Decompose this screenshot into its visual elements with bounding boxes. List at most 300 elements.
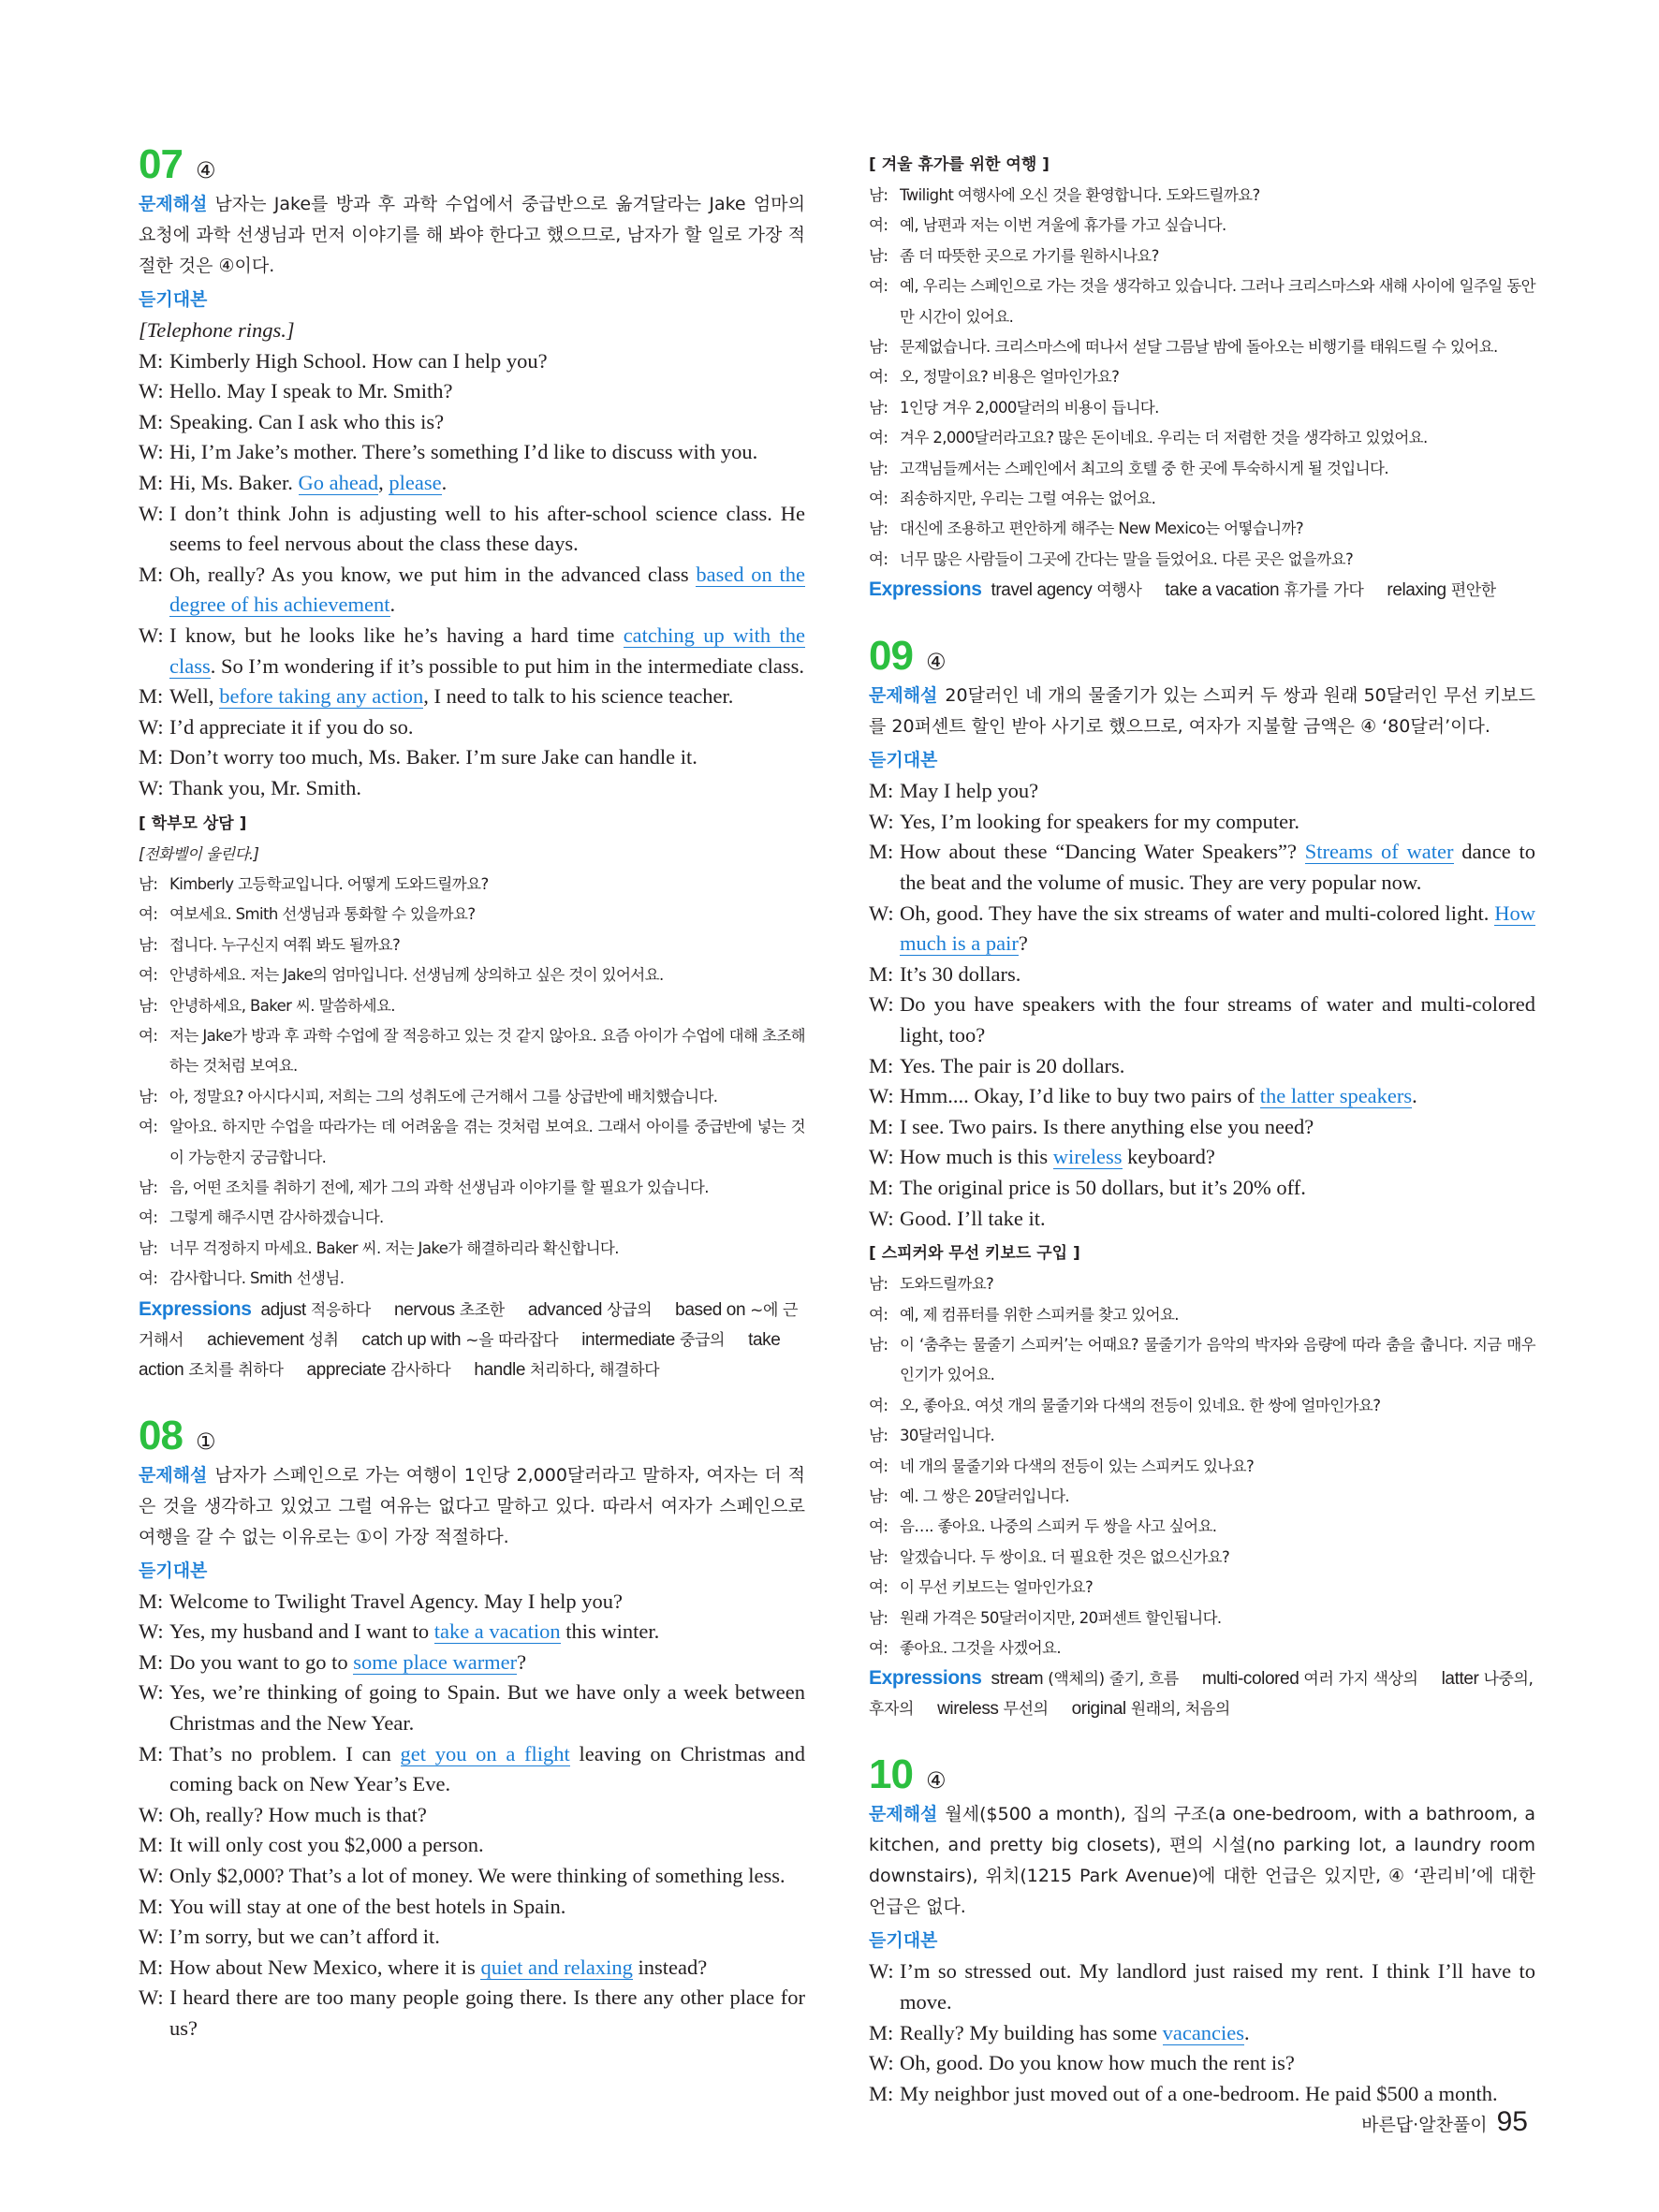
script-label: 듣기대본 <box>869 750 938 771</box>
dialogue-line <box>139 681 805 712</box>
text-segment: Welcome to Twilight Travel Agency. May I help you? <box>169 1589 624 1613</box>
speaker: 남: <box>139 1087 158 1106</box>
text-segment: Don’t worry too much, Ms. Baker. I’m sure Jake can handle it. <box>169 745 697 769</box>
translation-text: 좋아요. 그것을 사겠어요. <box>900 1639 1061 1658</box>
expression-word: relaxing <box>1387 580 1446 601</box>
translation-line <box>139 870 805 900</box>
expression-word: multi-colored <box>1201 1669 1299 1690</box>
highlight-phrase: get you on a flight <box>400 1741 570 1765</box>
explanation-label: 문제해설 <box>139 1464 208 1486</box>
dialogue-text <box>900 1204 1535 1235</box>
text-segment: Only $2,000? That’s a lot of money. We were thinking of something less. <box>169 1863 785 1887</box>
dialogue-line <box>139 437 805 468</box>
explanation-text: 월세($500 a month), 집의 구조(a one-bedroom, with a bathroom, a kitchen, and pretty big closets), 편의 시설(no parking lot, a laundry room downstairs), 위치(1215 Park Avenue)에 대한 언급은 있지만, ④ ‘관리비’에 대한 언급은 없다. <box>869 1804 1535 1918</box>
dialogue-line <box>869 960 1535 990</box>
text-segment: I know, but he looks like he’s having a hard time <box>169 623 624 647</box>
speaker: W: <box>139 1680 164 1705</box>
translation-line <box>869 1269 1535 1299</box>
speaker: 여: <box>869 277 888 296</box>
text-segment: Oh, really? As you know, we put him in the advanced class <box>169 562 697 586</box>
speaker: M: <box>869 1053 894 1077</box>
dialogue-text <box>169 621 805 681</box>
translation-text: 저는 Jake가 방과 후 과학 수업에 잘 적응하고 있는 것 같지 않아요. 요즘 아이가 수업에 대해 초조해하는 것처럼 보여요. <box>169 1026 805 1076</box>
translation-text: 알아요. 하지만 수업을 따라가는 데 어려움을 겪는 것처럼 보여요. 그래서 아이를 중급반에 넣는 것이 가능한지 궁금합니다. <box>169 1118 805 1166</box>
speaker: 남: <box>869 1275 888 1294</box>
text-segment: I’m so stressed out. My landlord just raised my rent. I think I’ll have to move. <box>900 1959 1535 2014</box>
speaker: M: <box>139 562 164 586</box>
dialogue-line <box>139 376 805 407</box>
dialogue-text <box>169 1922 805 1953</box>
expression-meaning: 원래의, 처음의 <box>1130 1700 1230 1720</box>
speaker: W: <box>139 714 164 739</box>
translation-text: 대신에 조용하고 편안하게 해주는 New Mexico는 어떻습니까? <box>900 520 1304 538</box>
dialogue-text <box>169 681 805 712</box>
translation-text: 알겠습니다. 두 쌍이요. 더 필요한 것은 없으신가요? <box>900 1547 1230 1566</box>
text-segment: How about New Mexico, where it is <box>169 1955 481 1979</box>
speaker: W: <box>139 440 164 464</box>
explanation-label: 문제해설 <box>139 194 208 214</box>
question-header <box>869 632 1535 681</box>
translation-text: 예, 제 컴퓨터를 위한 스피커를 찾고 있어요. <box>900 1305 1179 1324</box>
speaker: 남: <box>869 1608 888 1627</box>
highlight-phrase: based on the degree of his achievement <box>169 562 806 617</box>
speaker: 여: <box>869 216 888 235</box>
question-number: 10 <box>869 1751 913 1798</box>
highlight-phrase: vacancies <box>1162 2020 1245 2044</box>
expression-meaning: 성취 <box>308 1330 339 1350</box>
highlight-phrase: Go ahead <box>298 470 379 494</box>
dialogue-line <box>139 1830 805 1861</box>
translation-line <box>869 242 1535 271</box>
translation-text: 30달러입니다. <box>900 1427 995 1445</box>
expression-word: handle <box>474 1359 525 1380</box>
question-header <box>139 1412 805 1460</box>
speaker: 남: <box>869 186 888 204</box>
explanation-label: 문제해설 <box>869 1804 938 1825</box>
dialogue-line <box>139 742 805 773</box>
text-segment: , I need to talk to his science teacher. <box>423 684 734 709</box>
expression-meaning: (액체의) 줄기, 흐름 <box>1048 1670 1179 1690</box>
speaker: 남: <box>139 1238 158 1257</box>
dialogue-text <box>169 1983 805 2044</box>
speaker: 여: <box>869 1396 888 1414</box>
translation-line <box>869 1330 1535 1391</box>
highlight-phrase: How much is a pair <box>900 901 1535 956</box>
dialogue-text <box>900 1081 1535 1112</box>
translation-text: 네 개의 물줄기와 다색의 전등이 있는 스피커도 있나요? <box>900 1457 1255 1475</box>
translation-line <box>139 930 805 960</box>
text-segment: Oh, good. They have the six streams of water and multi-colored light. <box>900 901 1495 925</box>
expression-word: based on <box>675 1299 746 1320</box>
text-segment: leaving on Christmas and coming back on New Year’s Eve. <box>169 1741 806 1796</box>
dialogue-text <box>900 837 1535 898</box>
translation-line <box>869 211 1535 241</box>
speaker: M: <box>139 1894 164 1918</box>
translation-line <box>139 1264 805 1294</box>
speaker: 남: <box>869 338 888 357</box>
dialogue-line <box>139 560 805 621</box>
script-label: 듣기대본 <box>869 1930 938 1952</box>
text-segment: I don’t think John is adjusting well to his after-school science class. He seems to feel nervous about the class these days. <box>169 501 805 556</box>
dialogue-text <box>169 1648 805 1678</box>
answer-mark: ④ <box>925 649 947 676</box>
text-segment: It’s 30 dollars. <box>900 961 1021 986</box>
translation-title: [ 학부모 상담 ] <box>139 813 247 833</box>
dialogue-line <box>139 621 805 681</box>
dialogue-line <box>139 1983 805 2044</box>
translation-text: 죄송하지만, 우리는 그럴 여유는 없어요. <box>900 490 1156 508</box>
translation-text: 음…. 좋아요. 나중의 스피커 두 쌍을 사고 싶어요. <box>900 1517 1217 1536</box>
highlight-phrase: some place warmer <box>353 1649 518 1674</box>
translation-text: 이 무선 키보드는 얼마인가요? <box>900 1578 1094 1597</box>
highlight-phrase: take a vacation <box>433 1619 561 1644</box>
expression-word: take action <box>139 1329 781 1380</box>
text-segment: Kimberly High School. How can I help you? <box>169 348 548 373</box>
dialogue-text <box>169 407 805 438</box>
explanation-text: 남자가 스페인으로 가는 여행이 1인당 2,000달러라고 말하자, 여자는 더 적은 것을 생각하고 있었고 그럴 여유는 없다고 말하고 있다. 따라서 여자가 스페인으로 여행을 갈 수 없는 이유로는 ①이 가장 적절하다. <box>139 1464 805 1547</box>
translation-line <box>869 181 1535 211</box>
expressions-label: Expressions <box>139 1297 252 1320</box>
dialogue-line <box>869 1081 1535 1112</box>
text-segment: Speaking. Can I ask who this is? <box>169 409 445 433</box>
translation-text: 너무 걱정하지 마세요. Baker 씨. 저는 Jake가 해결하리라 확신합니다. <box>169 1238 619 1257</box>
expression-word: intermediate <box>581 1329 675 1350</box>
speaker: 남: <box>139 996 158 1015</box>
dialogue-text <box>900 2079 1535 2110</box>
speaker: M: <box>869 1176 894 1199</box>
speaker: 여: <box>869 429 888 447</box>
dialogue-text <box>169 773 805 804</box>
expression-word: original <box>1071 1699 1126 1720</box>
speaker: 남: <box>869 1547 888 1566</box>
speaker: W: <box>139 1863 164 1887</box>
dialogue-text <box>900 960 1535 990</box>
highlight-phrase: please <box>389 470 442 494</box>
translation-line <box>139 1173 805 1203</box>
speaker: 여: <box>869 1305 888 1324</box>
text-segment: Yes, my husband and I want to <box>169 1619 434 1644</box>
speaker: 여: <box>869 1578 888 1597</box>
speaker: M: <box>139 1741 164 1765</box>
dialogue-line <box>869 899 1535 960</box>
dialogue-text <box>169 1587 805 1618</box>
speaker: 여: <box>139 1026 158 1045</box>
text-segment: . <box>389 593 396 617</box>
text-segment: Hmm.... Okay, I’d like to buy two pairs of <box>900 1084 1260 1108</box>
page-number: 95 <box>1496 2106 1528 2137</box>
translation-text: 예. 그 쌍은 20달러입니다. <box>900 1487 1070 1506</box>
dialogue-text <box>169 1677 805 1738</box>
translation-line <box>869 1633 1535 1663</box>
speaker: 여: <box>139 1118 158 1136</box>
speaker: W: <box>139 1619 164 1644</box>
dialogue-text <box>169 468 805 499</box>
translation-line <box>139 1234 805 1264</box>
text-segment: Hi, Ms. Baker. <box>169 470 299 494</box>
dialogue-line <box>139 1861 805 1892</box>
translation-text: 오, 좋아요. 여섯 개의 물줄기와 다색의 전등이 있네요. 한 쌍에 얼마인가요? <box>900 1396 1381 1414</box>
translation-direction: [전화벨이 울린다.] <box>139 844 259 863</box>
speaker: 남: <box>869 1336 888 1354</box>
translation-title: [ 스피커와 무선 키보드 구입 ] <box>869 1244 1080 1264</box>
question-number: 09 <box>869 633 913 680</box>
translation-text: 감사합니다. Smith 선생님. <box>169 1269 345 1288</box>
dialogue-line <box>139 712 805 743</box>
dialogue-line <box>869 776 1535 807</box>
dialogue-line <box>139 499 805 560</box>
text-segment: . So I’m wondering if it’s possible to put him in the intermediate class. <box>210 653 805 678</box>
speaker: 여: <box>869 1517 888 1536</box>
text-segment: The original price is 50 dollars, but it’s 20% off. <box>900 1176 1306 1199</box>
speaker: 남: <box>139 935 158 954</box>
dialogue-line <box>139 1739 805 1800</box>
translation-text: 예, 남편과 저는 이번 겨울에 휴가를 가고 싶습니다. <box>900 216 1226 235</box>
script-label: 듣기대본 <box>139 289 208 310</box>
dialogue-text <box>169 346 805 377</box>
explanation <box>139 1460 805 1553</box>
expression-meaning: 상급의 <box>607 1300 653 1320</box>
expressions-label: Expressions <box>869 579 982 601</box>
highlight-phrase: the latter speakers <box>1259 1084 1413 1108</box>
text-segment: , <box>378 470 389 494</box>
translation-text: 원래 가격은 50달러이지만, 20퍼센트 할인됩니다. <box>900 1608 1222 1627</box>
highlight-phrase: Streams of water <box>1304 840 1454 864</box>
text-segment: . <box>441 470 448 494</box>
expression-meaning: 처리하다, 해결하다 <box>530 1360 660 1380</box>
translation-line <box>139 1021 805 1082</box>
explanation-text: 20달러인 네 개의 물줄기가 있는 스피커 두 쌍과 원래 50달러인 무선 키보드를 20퍼센트 할인 받아 사기로 했으므로, 여자가 지불할 금액은 ④ ‘80달러’이다. <box>869 685 1535 738</box>
text-segment: That’s no problem. I can <box>169 1741 401 1765</box>
dialogue-text <box>169 1617 805 1648</box>
translation-line <box>139 960 805 990</box>
translation-text: 너무 많은 사람들이 그곳에 간다는 말을 들었어요. 다른 곳은 없을까요? <box>900 549 1354 568</box>
answer-mark: ④ <box>925 1767 947 1795</box>
text-segment: It will only cost you $2,000 a person. <box>169 1833 484 1857</box>
highlight-phrase: before taking any action <box>219 684 424 709</box>
dialogue-text <box>169 1739 805 1800</box>
right-column <box>869 145 1535 2109</box>
speaker: M: <box>869 961 894 986</box>
dialogue-text <box>169 1861 805 1892</box>
translation-text: 좀 더 따뜻한 곳으로 가기를 원하시나요? <box>900 246 1159 265</box>
spacer <box>139 1385 805 1412</box>
highlight-phrase: quiet and relaxing <box>480 1955 633 1979</box>
translation-line <box>139 1112 805 1173</box>
translation-line <box>869 332 1535 362</box>
speaker: 여: <box>869 1457 888 1475</box>
highlight-phrase: wireless <box>1052 1145 1123 1169</box>
speaker: 남: <box>869 520 888 538</box>
expressions-label: Expressions <box>869 1667 982 1690</box>
dialogue-line <box>139 1922 805 1953</box>
question-number: 07 <box>139 141 183 187</box>
speaker: W: <box>139 379 164 403</box>
expression-word: appreciate <box>306 1359 387 1380</box>
dialogue-line <box>869 1112 1535 1143</box>
speaker: W: <box>869 901 894 925</box>
translation-line <box>869 1573 1535 1603</box>
dialogue-line <box>869 2079 1535 2110</box>
dialogue-text <box>169 742 805 773</box>
translation-line <box>869 454 1535 484</box>
translation-line <box>139 991 805 1021</box>
speaker: M: <box>139 745 164 769</box>
expression-meaning: 여행사 <box>1096 581 1142 601</box>
speaker: W: <box>139 623 164 647</box>
text-segment: Good. I’ll take it. <box>900 1206 1046 1230</box>
speaker: M: <box>139 1833 164 1857</box>
text-segment: Well, <box>169 684 220 709</box>
dialogue-line <box>139 1677 805 1738</box>
speaker: 여: <box>139 1269 158 1288</box>
dialogue-line <box>139 1800 805 1831</box>
expressions <box>869 575 1535 606</box>
dialogue-line <box>869 807 1535 838</box>
explanation <box>139 189 805 282</box>
dialogue-text <box>169 712 805 743</box>
expression-meaning: 감사하다 <box>390 1360 451 1380</box>
translation-line <box>869 1512 1535 1542</box>
dialogue-text <box>900 989 1535 1050</box>
explanation-text: 남자는 Jake를 방과 후 과학 수업에서 중급반으로 옮겨달라는 Jake 엄마의 요청에 과학 선생님과 먼저 이야기를 해 봐야 한다고 했으므로, 남자가 할 일로 가장 적절한 것은 ④이다. <box>139 194 805 276</box>
question-header <box>869 1751 1535 1799</box>
translation-line <box>869 1300 1535 1330</box>
highlight-phrase: catching up with the class <box>169 623 806 678</box>
footer-label: 바른답·알찬풀이 <box>1361 2115 1488 2135</box>
expression-meaning: ~을 따라잡다 <box>465 1330 559 1350</box>
expression-meaning: 중급의 <box>680 1330 726 1350</box>
text-segment: You will stay at one of the best hotels in Spain. <box>169 1894 566 1918</box>
expressions <box>139 1295 805 1385</box>
expression-meaning: 편안한 <box>1450 581 1496 601</box>
speaker: M: <box>869 1114 894 1138</box>
spacer <box>869 606 1535 632</box>
dialogue-line <box>869 1051 1535 1082</box>
text-segment: Oh, good. Do you know how much the rent is? <box>900 2051 1295 2075</box>
text-segment: this winter. <box>560 1619 660 1644</box>
text-segment: keyboard? <box>1122 1145 1215 1169</box>
dialogue-text <box>169 376 805 407</box>
speaker: W: <box>869 809 894 833</box>
translation-text: Twilight 여행사에 오신 것을 환영합니다. 도와드릴까요? <box>900 186 1260 204</box>
dialogue-text <box>169 560 805 621</box>
text-segment: How about these “Dancing Water Speakers”? <box>900 840 1305 864</box>
translation-line <box>869 393 1535 423</box>
speaker: W: <box>139 1925 164 1949</box>
dialogue-line <box>139 1953 805 1984</box>
translation-text: Kimberly 고등학교입니다. 어떻게 도와드릴까요? <box>169 874 489 893</box>
dialogue-line <box>869 1956 1535 2017</box>
translation-text: 1인당 겨우 2,000달러의 비용이 듭니다. <box>900 398 1159 417</box>
translation-line <box>139 1203 805 1233</box>
translation-line <box>869 1421 1535 1451</box>
expression-meaning: 무선의 <box>1003 1700 1049 1720</box>
expression-word: adjust <box>260 1299 306 1320</box>
translation-line <box>869 484 1535 514</box>
page-footer <box>1361 2106 1528 2138</box>
translation-text: 안녕하세요, Baker 씨. 말씀하세요. <box>169 996 395 1015</box>
translation-line <box>869 271 1535 332</box>
translation-text: 그렇게 해주시면 감사하겠습니다. <box>169 1209 384 1227</box>
translation-text: 문제없습니다. 크리스마스에 떠나서 섣달 그믐날 밤에 돌아오는 비행기를 태워드릴 수 있어요. <box>900 338 1498 357</box>
text-segment: instead? <box>632 1955 708 1979</box>
dialogue-text <box>169 1953 805 1984</box>
translation-line <box>869 362 1535 392</box>
dialogue-text <box>900 807 1535 838</box>
text-segment: ? <box>517 1649 527 1674</box>
translation-text: 아, 정말요? 아시다시피, 저희는 그의 성취도에 근거해서 그를 상급반에 배치했습니다. <box>169 1087 718 1106</box>
speaker: M: <box>139 684 164 709</box>
text-segment: . <box>1244 2020 1250 2044</box>
dialogue-text <box>900 1112 1535 1143</box>
expression-word: nervous <box>393 1299 455 1320</box>
dialogue-line <box>139 1617 805 1648</box>
expression-meaning: ~에 근거해서 <box>139 1300 799 1350</box>
speaker: M: <box>139 1955 164 1979</box>
translation-text: 고객님들께서는 스페인에서 최고의 호텔 중 한 곳에 투숙하시게 될 것입니다. <box>900 459 1388 477</box>
expression-meaning: 초조한 <box>459 1300 505 1320</box>
translation-line <box>139 900 805 930</box>
stage-direction: [Telephone rings.] <box>139 318 295 342</box>
translation-text: 음, 어떤 조치를 취하기 전에, 제가 그의 과학 선생님과 이야기를 할 필요가 있습니다. <box>169 1178 709 1196</box>
dialogue-text <box>169 499 805 560</box>
speaker: 여: <box>869 490 888 508</box>
expression-meaning: 여러 가지 색상의 <box>1303 1670 1418 1690</box>
translation-text: 겨우 2,000달러라고요? 많은 돈이네요. 우리는 더 저렴한 것을 생각하고 있었어요. <box>900 429 1428 447</box>
translation-line <box>869 1452 1535 1482</box>
text-segment: . <box>1412 1084 1417 1108</box>
speaker: W: <box>869 1145 894 1169</box>
dialogue-text <box>169 437 805 468</box>
text-segment: My neighbor just moved out of a one-bedroom. He paid $500 a month. <box>900 2081 1498 2105</box>
translation-line <box>139 1082 805 1112</box>
dialogue-text <box>900 2048 1535 2079</box>
expression-word: stream <box>991 1669 1044 1690</box>
translation-text: 오, 정말이요? 비용은 얼마인가요? <box>900 368 1120 387</box>
question-number: 08 <box>139 1412 183 1458</box>
speaker: M: <box>139 348 164 373</box>
dialogue-line <box>139 1892 805 1923</box>
translation-text: 접니다. 누구신지 여쭤 봐도 될까요? <box>169 935 401 954</box>
speaker: M: <box>869 840 894 864</box>
expression-word: latter <box>1441 1669 1479 1690</box>
text-segment: Thank you, Mr. Smith. <box>169 775 362 799</box>
explanation <box>869 681 1535 742</box>
translation-text: 예, 우리는 스페인으로 가는 것을 생각하고 있습니다. 그러나 크리스마스와 새해 사이에 일주일 동안만 시간이 있어요. <box>900 277 1535 326</box>
dialogue-line <box>139 346 805 377</box>
speaker: 남: <box>869 1487 888 1506</box>
text-segment: Hi, I’m Jake’s mother. There’s something I’d like to discuss with you. <box>169 440 758 464</box>
speaker: M: <box>869 2081 894 2105</box>
question-header <box>139 140 805 189</box>
translation-title: [ 겨울 휴가를 위한 여행 ] <box>869 155 1050 174</box>
dialogue-line <box>869 989 1535 1050</box>
text-segment: I’d appreciate it if you do so. <box>169 714 414 739</box>
dialogue-text <box>169 1800 805 1831</box>
speaker: 남: <box>869 459 888 477</box>
spacer <box>869 1724 1535 1751</box>
dialogue-text <box>900 1142 1535 1173</box>
translation-text: 여보세요. Smith 선생님과 통화할 수 있을까요? <box>169 905 476 924</box>
speaker: W: <box>869 1206 894 1230</box>
dialogue-line <box>869 2048 1535 2079</box>
text-segment: Hello. May I speak to Mr. Smith? <box>169 379 453 403</box>
expression-word: wireless <box>937 1699 999 1720</box>
speaker: W: <box>139 1802 164 1826</box>
explanation <box>869 1799 1535 1923</box>
speaker: W: <box>139 775 164 799</box>
speaker: 여: <box>869 1639 888 1658</box>
